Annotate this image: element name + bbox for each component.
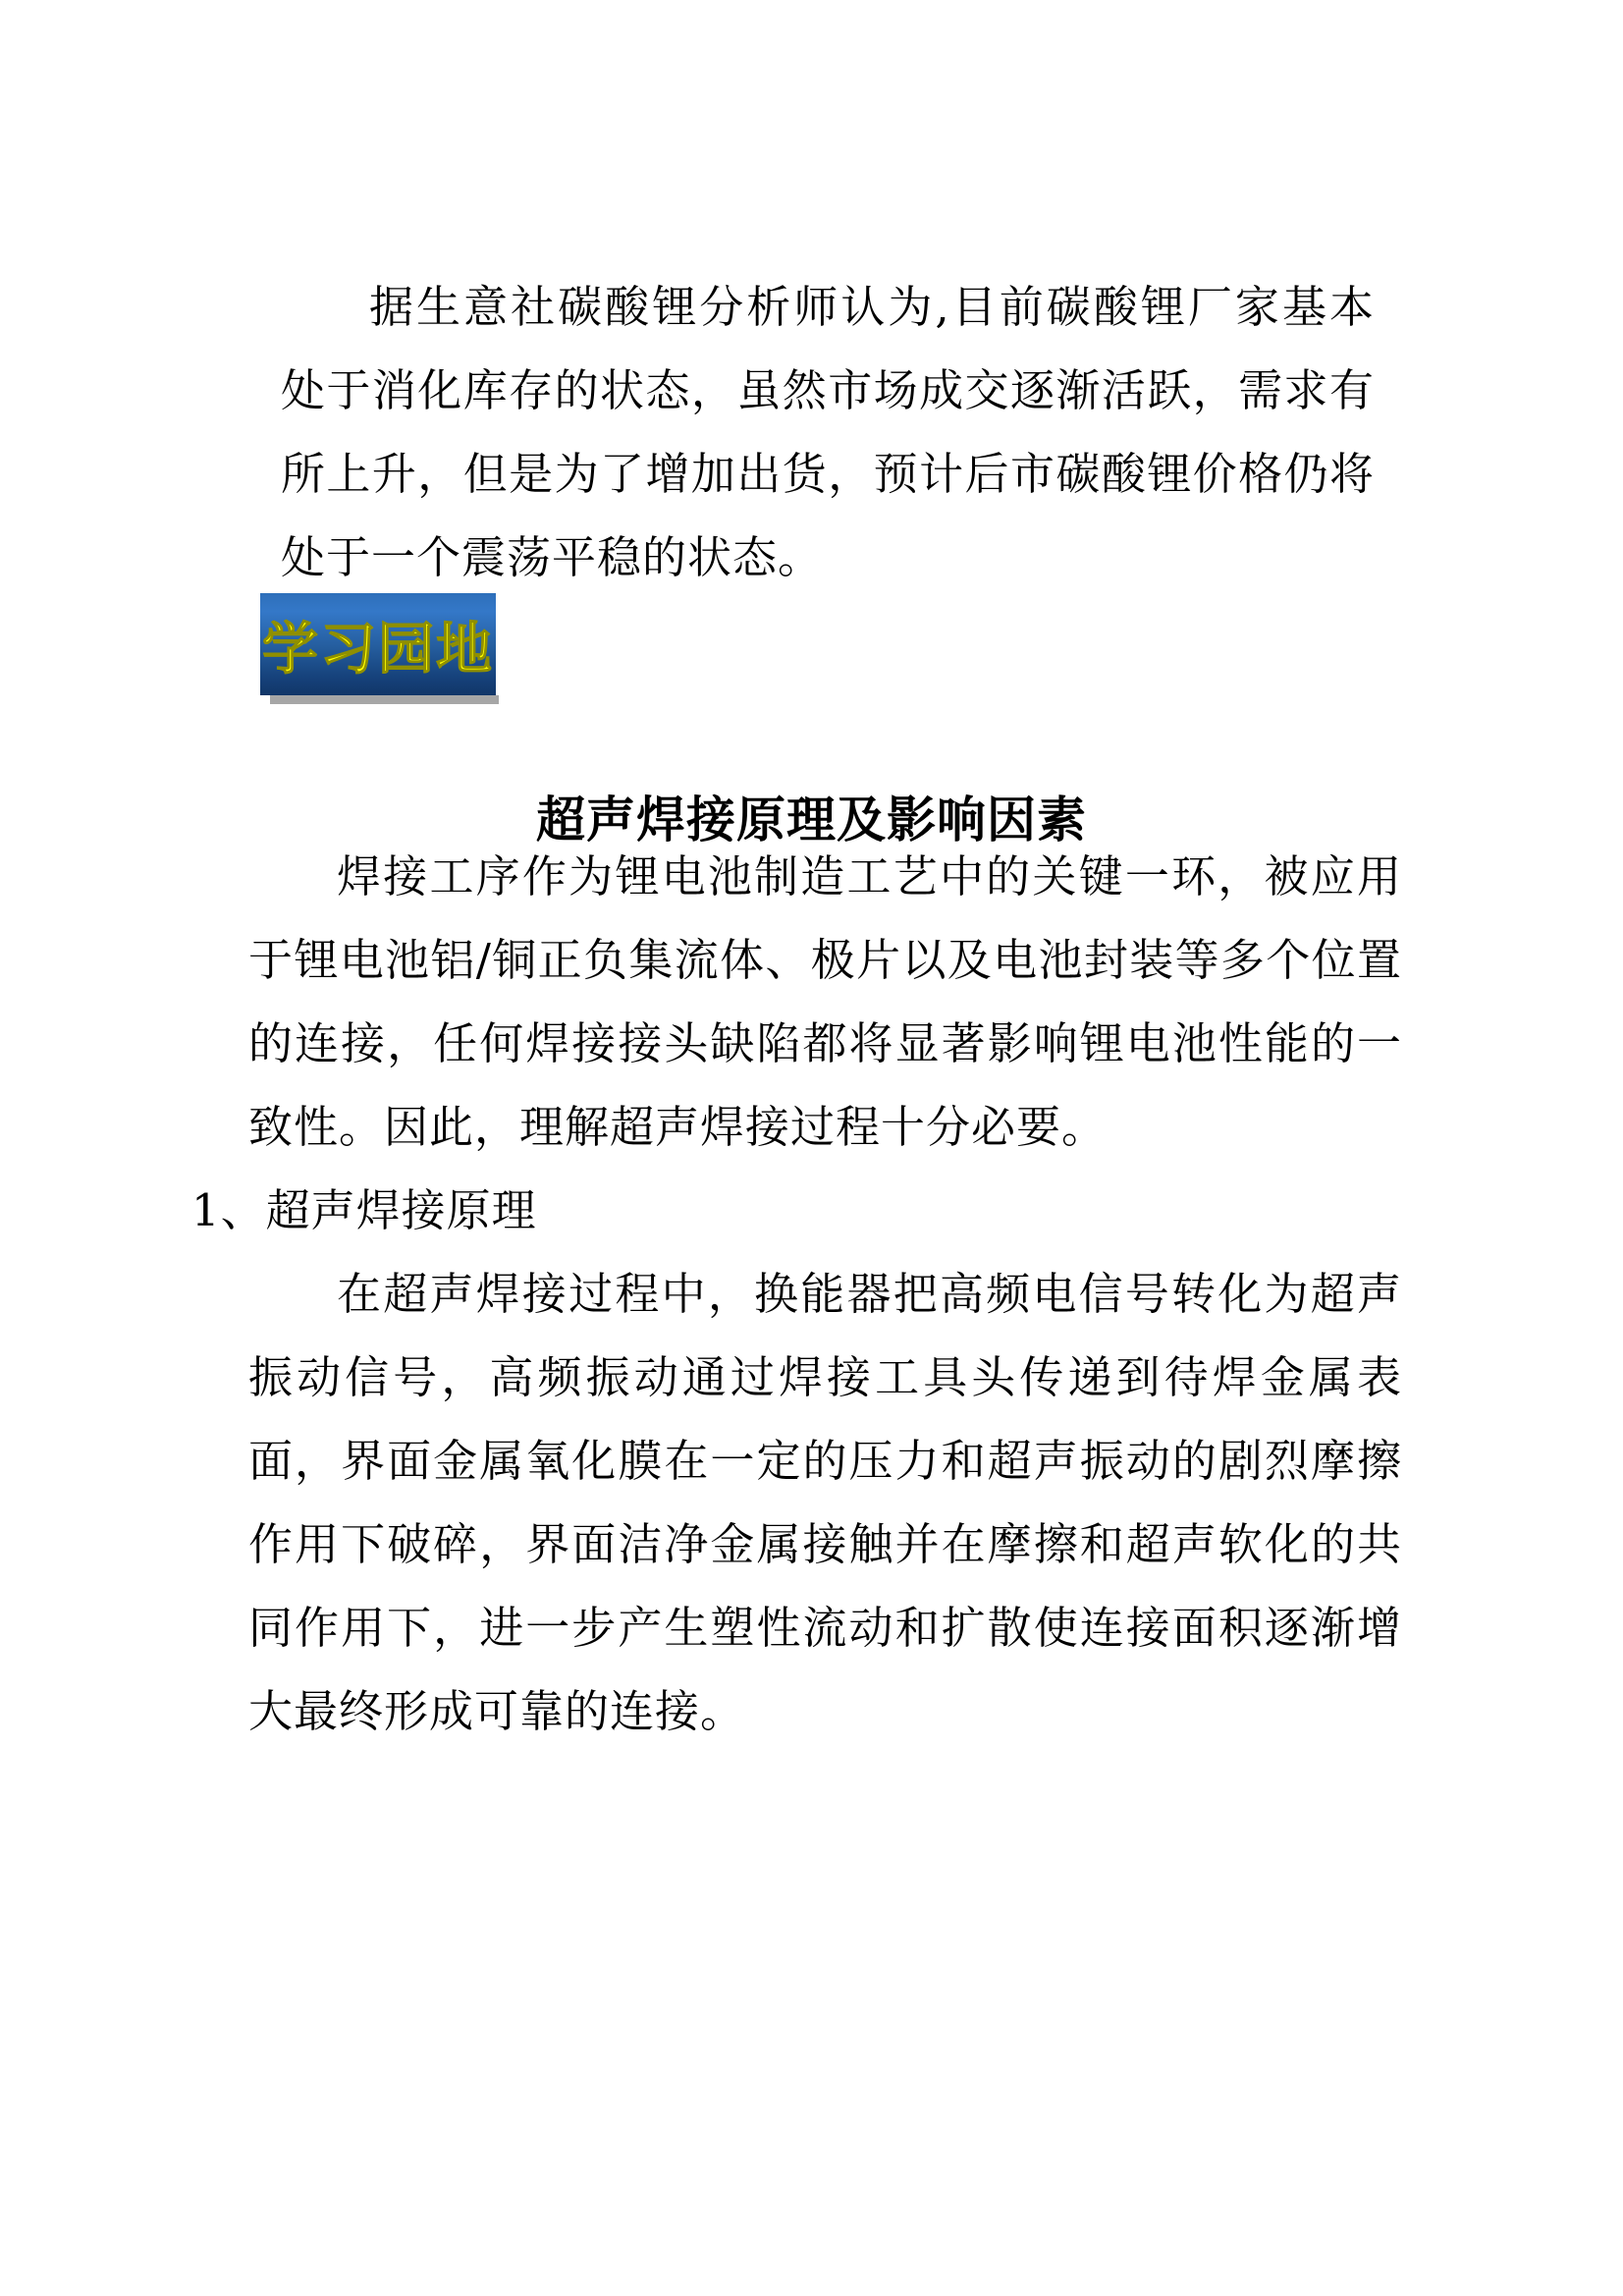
article-body xyxy=(191,835,1402,1753)
section-1-heading: 1、超声焊接原理 xyxy=(191,1184,537,1236)
banner-label: 学习园地 xyxy=(262,617,494,682)
intro-paragraph: 据生意社碳酸锂分析师认为,目前碳酸锂厂家基本处于消化库存的状态，虽然市场成交逐渐活跃，需求有所上升，但是为了增加出货，预计后市碳酸锂价格仍将处于一个震荡平稳的状态。 xyxy=(281,281,1375,583)
article-paragraph-1: 焊接工序作为锂电池制造工艺中的关键一环，被应用于锂电池铝/铜正负集流体、极片以及电池封装等多个位置的连接，任何焊接接头缺陷都将显著影响锂电池性能的一致性。因此，理解超声焊接过程十分必要。 xyxy=(248,850,1402,1153)
learning-garden-banner xyxy=(260,593,496,695)
section-1-paragraph: 在超声焊接过程中，换能器把高频电信号转化为超声振动信号，高频振动通过焊接工具头传递到待焊金属表面，界面金属氧化膜在一定的压力和超声振动的剧烈摩擦作用下破碎，界面洁净金属接触并在摩擦和超声软化的共同作用下，进一步产生塑性流动和扩散使连接面积逐渐增大最终形成可靠的连接。 xyxy=(248,1268,1402,1737)
article-title: 超声焊接原理及影响因素 xyxy=(536,790,1087,848)
